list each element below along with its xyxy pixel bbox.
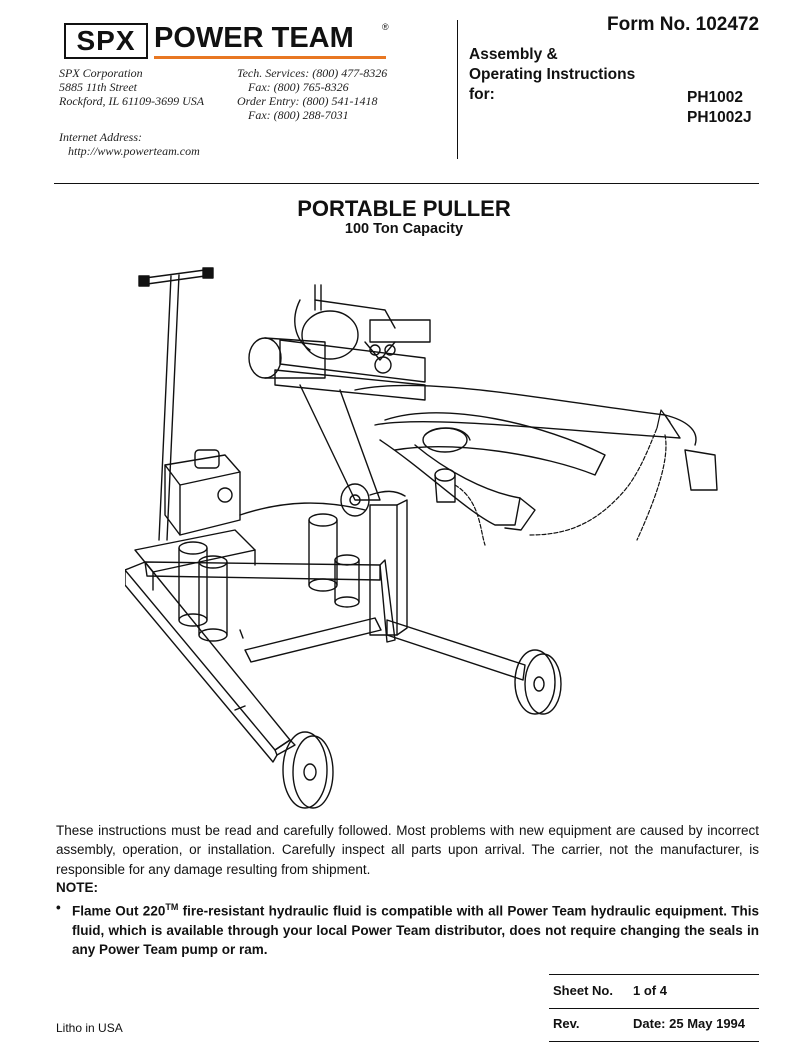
company-address <box>59 66 204 108</box>
instructions-line: Operating Instructions <box>469 66 636 83</box>
website-link[interactable]: http://www.powerteam.com <box>68 144 200 158</box>
order-entry-fax: Fax: (800) 288-7031 <box>248 108 349 122</box>
table-rule <box>549 1008 759 1009</box>
sheet-label: Sheet No. <box>553 983 613 998</box>
table-rule <box>549 974 759 975</box>
front-wheel <box>515 650 561 714</box>
portable-puller-illustration <box>125 240 755 810</box>
header-divider <box>457 20 458 159</box>
logo-underline <box>154 56 386 59</box>
intro-paragraph: These instructions must be read and carefully followed. Most problems with new equipment are caused by incorrect assembly, operation, or installation. Carefully inspect all parts upon arrival. The carrier, not the manufacturer, is responsible for any damage resulting from shipment. <box>56 823 759 877</box>
model-number: PH1002 <box>687 89 744 106</box>
rev-label: Rev. <box>553 1016 580 1031</box>
contact-numbers <box>237 66 387 122</box>
internet-address <box>59 130 200 158</box>
lifting-chain <box>455 410 670 545</box>
document-title: PORTABLE PULLER <box>297 196 511 221</box>
address-line: SPX Corporation <box>59 66 143 80</box>
internet-label: Internet Address: <box>59 130 142 144</box>
tech-services-fax: Fax: (800) 765-8326 <box>248 80 349 94</box>
note-text-start: Flame Out 220 <box>72 903 166 919</box>
table-rule <box>549 1041 759 1042</box>
model-number: PH1002J <box>687 109 752 126</box>
header-rule <box>54 183 759 184</box>
spx-logo-text: SPX <box>64 23 148 59</box>
hydraulic-pump <box>135 450 365 590</box>
order-entry-phone: Order Entry: (800) 541-1418 <box>237 94 378 108</box>
note-bullet-text <box>72 898 759 959</box>
note-text-rest: fire-resistant hydraulic fluid is compatible with all Power Team hydraulic equipment. This fluid, which is available through your local Power Team distributor, does not require changing the seals in any Power Team pump or ram. <box>72 903 759 958</box>
document-subtitle: 100 Ton Capacity <box>344 221 464 237</box>
instructions-line: Assembly & <box>469 46 558 63</box>
push-handle <box>139 268 213 540</box>
brand-logo-text: POWER TEAM <box>154 22 354 54</box>
registered-mark: ® <box>382 22 389 32</box>
tech-services-phone: Tech. Services: (800) 477-8326 <box>237 66 388 80</box>
address-line: Rockford, IL 61109-3699 USA <box>59 94 205 108</box>
bullet-icon: • <box>56 900 61 915</box>
puller-arms <box>300 385 717 530</box>
puller-head <box>249 285 430 400</box>
form-number: Form No. 102472 <box>607 14 760 35</box>
note-label: NOTE: <box>56 880 98 895</box>
revision-date: Date: 25 May 1994 <box>633 1016 746 1031</box>
sheet-value: 1 of 4 <box>633 983 667 998</box>
address-line: 5885 11th Street <box>59 80 137 94</box>
rear-wheel <box>283 732 333 808</box>
power-team-logo <box>54 20 391 62</box>
model-numbers <box>687 88 752 128</box>
footer-litho: Litho in USA <box>56 1021 123 1035</box>
instructions-heading <box>469 45 635 105</box>
instructions-line: for: <box>469 86 495 103</box>
trademark-mark: TM <box>165 902 179 912</box>
